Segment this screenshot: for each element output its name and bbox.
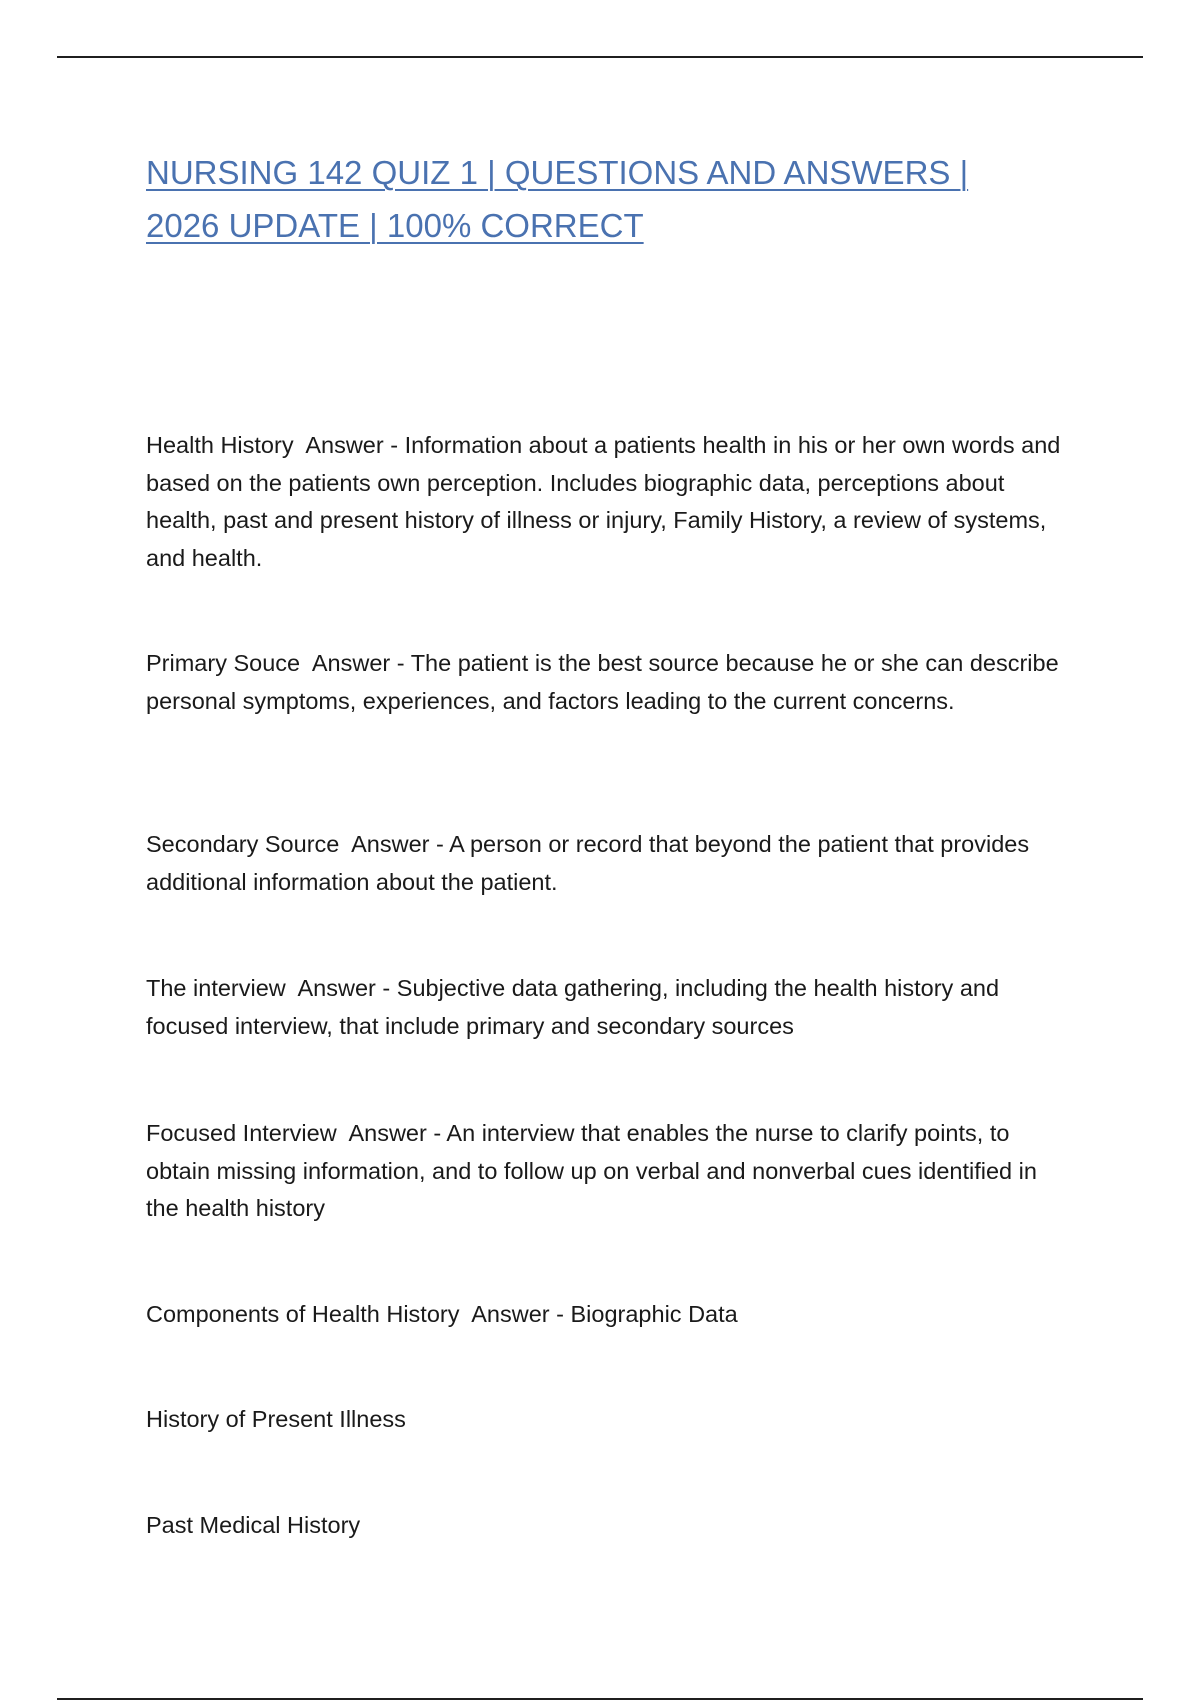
qa-entry-the-interview — [146, 970, 1066, 1045]
qa-separator: Answer - — [293, 432, 405, 458]
document-title[interactable]: NURSING 142 QUIZ 1 | QUESTIONS AND ANSWERS | 2026 UPDATE | 100% CORRECT — [146, 154, 969, 244]
qa-answer: An interview that enables the nurse to clarify points, to obtain missing information, and to follow up on verbal and nonverbal cues identified in the health history — [146, 1120, 1037, 1221]
qa-entry-health-history — [146, 427, 1066, 577]
qa-entry-secondary-source — [146, 826, 1066, 901]
qa-term: Components of Health History — [146, 1301, 460, 1327]
text-line-past-medical-history: Past Medical History — [146, 1512, 361, 1538]
qa-entry-primary-source — [146, 645, 1066, 720]
qa-answer: The patient is the best source because he or she can describe personal symptoms, experiences, and factors leading to the current concerns. — [146, 650, 1059, 714]
qa-separator: Answer - — [459, 1301, 571, 1327]
top-rule — [57, 56, 1143, 58]
qa-term: Secondary Source — [146, 831, 340, 857]
qa-answer: Information about a patients health in his or her own words and based on the patients own perception. Includes biographic data, perceptions about health, past and present history of illness or injury, Family History, a review of systems, and health. — [146, 432, 1061, 571]
qa-entry-focused-interview — [146, 1115, 1066, 1228]
qa-separator: Answer - — [285, 975, 397, 1001]
qa-term: Health History — [146, 432, 294, 458]
qa-answer: Biographic Data — [570, 1301, 738, 1327]
qa-entry-components-of-health-history — [146, 1296, 1066, 1334]
text-line-history-of-present-illness: History of Present Illness — [146, 1406, 406, 1432]
qa-answer: A person or record that beyond the patient that provides additional information about the patient. — [146, 831, 1030, 895]
qa-separator: Answer - — [300, 650, 411, 676]
qa-separator: Answer - — [339, 831, 450, 857]
qa-term: The interview — [146, 975, 286, 1001]
qa-term: Focused Interview — [146, 1120, 337, 1146]
qa-answer: Subjective data gathering, including the health history and focused interview, that include primary and secondary sources — [146, 975, 1000, 1039]
qa-separator: Answer - — [336, 1120, 447, 1146]
qa-term: Primary Souce — [146, 650, 301, 676]
